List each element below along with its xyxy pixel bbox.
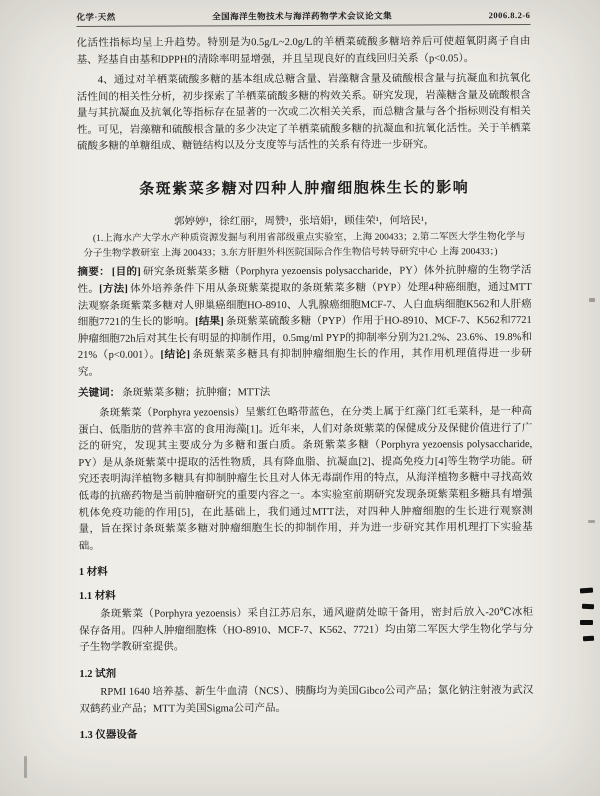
keywords-line bbox=[78, 384, 532, 403]
scan-ink-mark bbox=[580, 588, 593, 594]
abstract-objective-tag: [目的] bbox=[111, 267, 141, 279]
abstract-conclusion-text: 条斑紫菜多糖具有抑制肿瘤细胞生长的作用，其作用机理值得进一步研究。 bbox=[77, 348, 532, 378]
affiliation-list: (1.上海水产大学水产种质资源发掘与利用省部级重点实验室，上海 200433；2.第二军医大学生物化学与分子生物学教研室 上海 200433；3.东方肝胆外科医院国际合作生物信号转导研究中心 上海 200433；) bbox=[83, 232, 526, 259]
page-header bbox=[76, 9, 530, 27]
section-heading-instruments: 1.3 仪器设备 bbox=[79, 729, 138, 742]
scan-smudge bbox=[588, 520, 595, 523]
abstract-conclusion-tag: [结论] bbox=[160, 349, 190, 362]
scan-ink-mark bbox=[583, 636, 594, 642]
scan-ink-mark bbox=[580, 620, 593, 625]
abstract-paragraph bbox=[78, 263, 533, 381]
header-proceedings-title: 全国海洋生物技术与海洋药物学术会议论文集 bbox=[212, 10, 393, 22]
section-heading-materials-sub: 1.1 材料 bbox=[78, 591, 116, 603]
keywords-label: 关键词： bbox=[78, 387, 121, 399]
section-materials-text: 条斑紫菜（Porphyra yezoensis）采自江苏启东，通风避荫处晾干备用，密封后放入-20℃冰柜保存备用。四种人肿瘤细胞株（HO-8910、MCF-7、K562、7721）均由第二军医大学生物化学与分子生物学教研室提供。 bbox=[79, 607, 534, 654]
header-category-label: 化学·天然 bbox=[76, 11, 116, 22]
page-content bbox=[76, 9, 533, 742]
section-reagents-text: RPMI 1640 培养基、新生牛血清（NCS）、胰酶均为美国Gibco公司产品；氯化钠注射液为武汉双鹤药业产品；MTT为美国Sigma公司产品。 bbox=[79, 685, 534, 715]
section-heading-materials: 1 材料 bbox=[78, 567, 108, 579]
author-list: 郭婷婷¹，徐红丽²，周赞³，张培娟¹，顾佳荣¹，何培民¹， bbox=[174, 215, 435, 228]
abstract-results-text: 条斑紫菜硫酸多糖（PYP）作用于HO-8910、MCF-7、K562和7721肿瘤细胞72h后对其生长有明显的抑制作用，0.5mg/ml PYP的抑制率分别为21.2%、23.6%、19.8%和21%（p<0.001）。 bbox=[77, 315, 532, 362]
header-conference-date: 2006.8.2-6 bbox=[488, 10, 531, 21]
previous-article-paragraph-1: 化活性指标均呈上升趋势。特别是为0.5g/L~2.0g/L的羊栖菜硫酸多糖培养后可使超氧阴离子自由基、羟基自由基和DPPH的清除率明显增强，并且呈现良好的直线回归关系（p<0.05）。 bbox=[76, 36, 531, 66]
abstract-methods-tag: [方法] bbox=[99, 283, 128, 295]
keywords-text: 条斑紫菜多糖；抗肿瘤；MTT法 bbox=[122, 386, 271, 399]
introduction-paragraph: 条斑紫菜（Porphyra yezoensis）呈紫红色略带蓝色，在分类上属于红藻门红毛菜科，是一种高蛋白、低脂肪的营养丰富的食用海藻[1]。近年来，人们对条斑紫菜的保健成分及保健价值进行了广泛的研究，发现其主要成分为多糖和蛋白质。条斑紫菜多糖（Porphyra yezoensis polysaccharide, PY）是从条斑紫菜中提取的活性物质，具有降血脂、抗凝血[2]、提高免疫力[4]等生物学功能。研究还表明海洋植物多糖具有抑制肿瘤生长且对人体无毒副作用的特点，从海洋植物多糖中寻找高效低毒的抗癌药物是当前肿瘤研究的重要内容之一。本实验室前期研究发现条斑紫菜粗多糖具有增强机体免疫功能的作用[5]，在此基础上，我们通过MTT法，对四种人肿瘤细胞的生长进行观察测量，旨在探讨条斑紫菜多糖对肿瘤细胞生长的抑制作用，并为进一步研究其作用机理打下实验基础。 bbox=[78, 406, 533, 552]
previous-article-paragraph-2: 4、通过对羊栖菜硫酸多糖的基本组成总糖含量、岩藻糖含量及硫酸根含量与抗凝血和抗氧化活性间的相关性分析，初步探索了羊栖菜硫酸多糖的构效关系。研究发现，岩藻糖含量及硫酸根含量与其抗凝血及抗氧化等指标存在显著的一次或二次相关关系，而总糖含量与各个指标则没有相关性。可见，岩藻糖和硫酸根含量的多少决定了羊栖菜硫酸多糖的抗凝血和抗氧化活性。关于羊栖菜硫酸多糖的单糖组成、糖链结构以及分支度等与活性的关系有待进一步研究。 bbox=[76, 73, 531, 153]
scan-ink-mark bbox=[582, 604, 594, 610]
scan-smudge bbox=[24, 756, 27, 778]
article-title: 条斑紫菜多糖对四种人肿瘤细胞株生长的影响 bbox=[139, 180, 470, 198]
section-heading-reagents: 1.2 试剂 bbox=[79, 668, 117, 681]
abstract-methods-text: 体外培养条件下用从条斑紫菜提取的条斑紫菜多糖（PYP）处理4种癌细胞，通过MTT法观察条斑紫菜多糖对人卵巢癌细胞HO-8910、人乳腺癌细胞MCF-7、人白血病细胞K562和人肝癌细胞7721的生长的影响。 bbox=[77, 282, 532, 329]
scan-smudge bbox=[589, 298, 595, 302]
abstract-objective-text: 研究条斑紫菜多糖（Porphyra yezoensis polysaccharide，PY）体外抗肿瘤的生物学活性。 bbox=[77, 265, 532, 296]
abstract-results-tag: [结果] bbox=[195, 316, 224, 328]
abstract-label: 摘要： bbox=[77, 267, 110, 279]
